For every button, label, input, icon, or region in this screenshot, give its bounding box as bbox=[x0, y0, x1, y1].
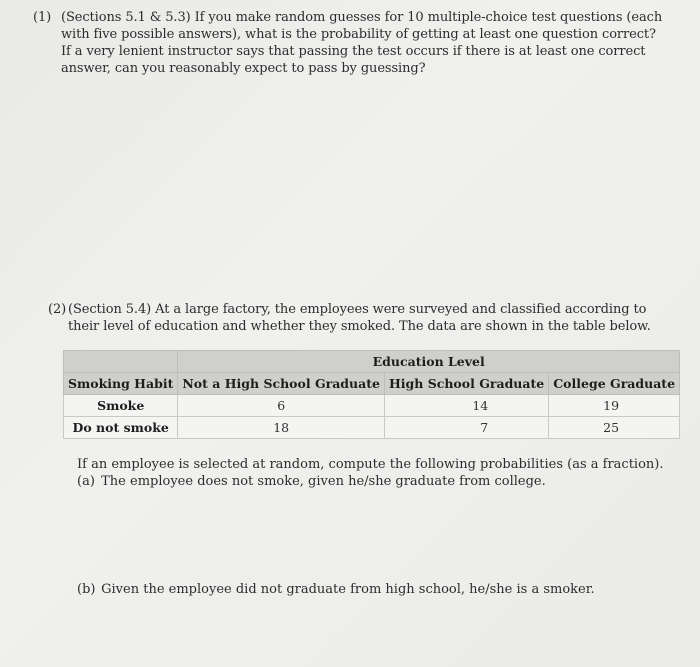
part-b-label: (b) bbox=[77, 582, 96, 597]
question-1-text: (Sections 5.1 & 5.3) If you make random guesses for 10 multiple-choice test questions (each with five possible answers), what is the probability of getting at least one question correct? If a very lenient instructor says that passing the test occurs if there is at least one correct answer, can you reasonably expect to pass by guessing? bbox=[61, 10, 663, 76]
table-group-header: Education Level bbox=[178, 351, 680, 373]
question-1 bbox=[33, 9, 663, 77]
part-b bbox=[77, 581, 595, 598]
cell-smoke-hs: 14 bbox=[384, 395, 548, 417]
cell-nosmoke-not-hs: 18 bbox=[178, 417, 385, 439]
table-row bbox=[64, 395, 680, 417]
table-corner-cell bbox=[64, 351, 178, 373]
cell-smoke-not-hs: 6 bbox=[178, 395, 385, 417]
education-smoking-table bbox=[63, 350, 676, 439]
table-row bbox=[64, 417, 680, 439]
question-1-number: (1) bbox=[33, 10, 52, 25]
question-2-text: (Section 5.4) At a large factory, the employees were surveyed and classified according to their level of education and whether they smoked. The data are shown in the table below. bbox=[68, 302, 651, 334]
cell-smoke-college: 19 bbox=[549, 395, 680, 417]
question-2 bbox=[48, 301, 658, 335]
row-label-do-not-smoke: Do not smoke bbox=[64, 417, 178, 439]
column-header-not-hs-graduate: Not a High School Graduate bbox=[178, 373, 385, 395]
part-a-text: The employee does not smoke, given he/she graduate from college. bbox=[101, 474, 546, 489]
column-header-hs-graduate: High School Graduate bbox=[384, 373, 548, 395]
question-2-intro: If an employee is selected at random, compute the following probabilities (as a fraction). bbox=[77, 457, 664, 472]
part-a-label: (a) bbox=[77, 474, 95, 489]
part-b-text: Given the employee did not graduate from high school, he/she is a smoker. bbox=[101, 582, 595, 597]
part-a bbox=[77, 473, 546, 490]
column-header-college-graduate: College Graduate bbox=[549, 373, 680, 395]
column-header-smoking-habit: Smoking Habit bbox=[64, 373, 178, 395]
question-2-number: (2) bbox=[48, 302, 67, 317]
cell-nosmoke-hs: 7 bbox=[384, 417, 548, 439]
row-label-smoke: Smoke bbox=[64, 395, 178, 417]
cell-nosmoke-college: 25 bbox=[549, 417, 680, 439]
